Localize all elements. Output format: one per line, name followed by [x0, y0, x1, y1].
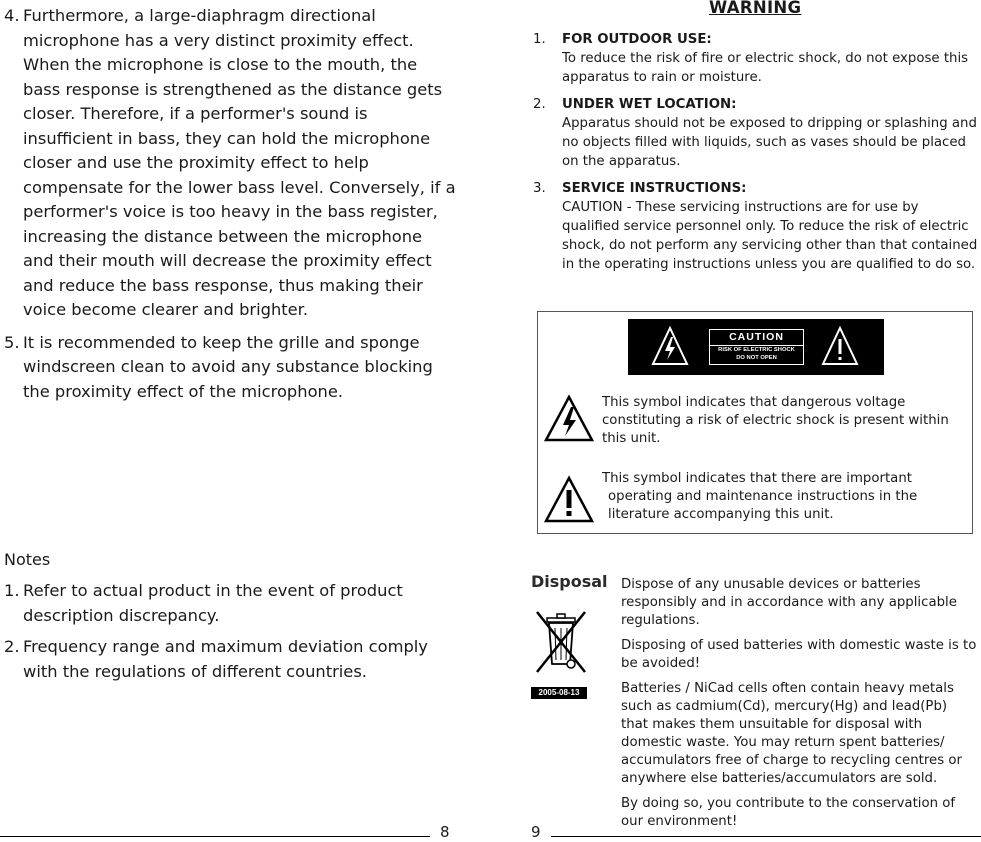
disposal-paragraph: Disposing of used batteries with domestic waste is to be avoided! — [621, 638, 977, 671]
list-item-text: Furthermore, a large-diaphragm directional microphone has a very distinct proximity effect. When the microphone is close to the mouth, the bass response is strengthened as the distance gets closer. Therefore, if a performer's sound is insufficient in bass, they can hold the microphone closer and use the proximity effect to help compensate for the lower bass level. Conversely, if a performer's voice is too heavy in the bass register, increasing the distance between the microphone and their mouth will decrease the proximity effect and reduce the bass response, thus making their voice become clearer and brighter. — [23, 6, 456, 319]
caution-plate — [709, 329, 804, 365]
left-page-list — [4, 4, 456, 412]
note-item — [4, 578, 456, 628]
exclamation-triangle-icon — [544, 475, 594, 525]
notes-list — [4, 578, 456, 690]
note-number: 1. — [4, 581, 20, 600]
warning-heading: FOR OUTDOOR USE: — [562, 32, 712, 47]
note-item — [4, 634, 456, 684]
disposal-paragraph: Batteries / NiCad cells often contain heavy metals such as cadmium(Cd), mercury(Hg) and lead(Pb) that makes them unsuitable for disposal with domestic waste. You may return spent batteries/ accumulators free of charge to recycling centres or anywhere else batteries/accumulators are sold. — [621, 681, 962, 786]
lightning-warning-icon — [650, 325, 690, 367]
list-item-number: 5. — [4, 332, 20, 352]
crossed-out-bin-icon — [533, 608, 589, 678]
lightning-triangle-icon — [544, 394, 594, 444]
warning-number: 1. — [533, 32, 546, 47]
exclamation-symbol-text — [602, 470, 970, 524]
list-item-number: 4. — [4, 6, 20, 25]
disposal-paragraph: By doing so, you contribute to the conservation of our environment! — [621, 796, 956, 829]
exclamation-text-line-1: This symbol indicates that there are important — [602, 471, 912, 486]
warning-number: 3. — [533, 181, 546, 196]
list-item-text: It is recommended to keep the grille and sponge windscreen clean to avoid any substance blocking the proximity effect of the microphone. — [23, 332, 433, 401]
weee-date-badge: 2005-08-13 — [531, 687, 587, 699]
lightning-symbol-text: This symbol indicates that dangerous voltage constituting a risk of electric shock is present within this unit. — [602, 395, 949, 446]
warning-heading: UNDER WET LOCATION: — [562, 97, 737, 112]
note-number: 2. — [4, 637, 20, 656]
warning-list — [533, 30, 979, 282]
warning-item — [533, 179, 979, 274]
caution-line-1: RISK OF ELECTRIC SHOCK — [718, 347, 795, 353]
caution-title: CAUTION — [710, 330, 803, 346]
caution-line-2: DO NOT OPEN — [736, 355, 777, 361]
list-item — [4, 4, 456, 323]
disposal-title: Disposal — [531, 572, 608, 591]
page-number-left: 8 — [440, 823, 450, 841]
warning-text: CAUTION - These servicing instructions are for use by qualified service personnel only. To reduce the risk of electric shock, do not perform any servicing other than that contained in the operating instructions unless you are qualified to do so. — [562, 200, 978, 272]
warning-title: WARNING — [709, 0, 802, 17]
note-text: Refer to actual product in the event of product description discrepancy. — [23, 581, 403, 625]
disposal-paragraph: Dispose of any unusable devices or batteries responsibly and in accordance with any applicable regulations. — [621, 577, 957, 628]
warning-heading: SERVICE INSTRUCTIONS: — [562, 181, 747, 196]
note-text: Frequency range and maximum deviation comply with the regulations of different countries. — [23, 637, 428, 681]
caution-label — [628, 319, 884, 375]
list-item — [4, 331, 456, 405]
footer-rule-left — [0, 836, 430, 837]
footer-rule-right — [551, 836, 981, 837]
notes-title: Notes — [4, 550, 51, 569]
warning-item — [533, 30, 979, 87]
safety-symbols-box — [537, 311, 973, 534]
exclamation-text-rest: operating and maintenance instructions in the literature accompanying this unit. — [608, 489, 918, 522]
page-number-right: 9 — [531, 823, 541, 841]
caution-subtitle — [710, 346, 803, 364]
warning-number: 2. — [533, 97, 546, 112]
warning-text: Apparatus should not be exposed to dripping or splashing and no objects filled with liquids, such as vases should be placed on the apparatus. — [562, 116, 977, 169]
warning-item — [533, 95, 979, 171]
exclamation-warning-icon — [820, 325, 860, 367]
warning-text: To reduce the risk of fire or electric shock, do not expose this apparatus to rain or moisture. — [562, 51, 969, 85]
disposal-text — [621, 576, 977, 838]
